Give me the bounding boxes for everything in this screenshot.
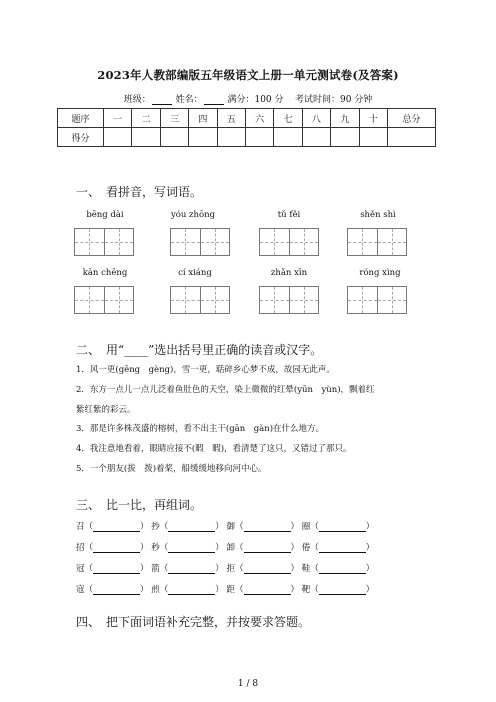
score-table-header xyxy=(58,109,436,128)
score-cell[interactable] xyxy=(302,128,330,147)
score-table-row xyxy=(58,128,436,147)
exam-time-label: 考试时间：90 分钟 xyxy=(294,95,373,105)
row-label-cell: 得分 xyxy=(58,128,104,147)
answer-blank[interactable] xyxy=(319,565,366,574)
header-cell: 七 xyxy=(274,109,302,128)
pinyin-label: shěn shì xyxy=(360,210,396,220)
compare-char: 靶 xyxy=(301,585,311,595)
class-blank xyxy=(152,95,172,105)
answer-blank[interactable] xyxy=(93,565,140,574)
compare-row: 冠（ ） 箭（ ） 拒（ ） 鞋（ ） xyxy=(76,564,375,574)
compare-char: 秒 xyxy=(151,543,160,553)
answer-blank[interactable] xyxy=(168,523,215,532)
compare-char: 卸 xyxy=(226,543,235,553)
header-cell: 总分 xyxy=(388,109,436,128)
header-cell: 八 xyxy=(302,109,330,128)
header-cell: 九 xyxy=(331,109,359,128)
answer-blank[interactable] xyxy=(244,565,291,574)
section-4-heading: 四、 把下面词语补充完整，并按要求答题。 xyxy=(76,615,311,629)
compare-char: 招 xyxy=(76,543,85,553)
pinyin-label: tǔ fěi xyxy=(277,210,301,220)
pinyin-label: róng xìng xyxy=(359,268,401,278)
compare-row: 寇（ ） 煎（ ） 距（ ） 靶（ ） xyxy=(76,585,375,595)
score-cell[interactable] xyxy=(160,128,188,147)
compare-char: 召 xyxy=(76,522,85,532)
score-cell[interactable] xyxy=(359,128,387,147)
class-label: 班级： xyxy=(123,95,151,105)
name-blank xyxy=(204,95,224,105)
writing-grid[interactable] xyxy=(170,286,230,314)
answer-blank[interactable] xyxy=(168,586,215,595)
compare-char: 倦 xyxy=(301,543,311,553)
compare-char: 圈 xyxy=(301,522,311,532)
score-cell[interactable] xyxy=(104,128,132,147)
answer-blank[interactable] xyxy=(319,544,366,553)
compare-char: 鞋 xyxy=(301,564,311,574)
header-cell: 题序 xyxy=(58,109,104,128)
section-3-heading: 三、 比一比，再组词。 xyxy=(76,498,203,512)
page-title: 2023年人教部编版五年级语文上册一单元测试卷(及答案) xyxy=(97,68,399,82)
page-number: 1 / 8 xyxy=(237,679,259,689)
score-cell[interactable] xyxy=(245,128,273,147)
answer-blank[interactable] xyxy=(319,586,366,595)
answer-blank[interactable] xyxy=(244,523,291,532)
answer-blank[interactable] xyxy=(168,565,215,574)
score-cell[interactable] xyxy=(217,128,245,147)
compare-row: 招（ ） 秒（ ） 卸（ ） 倦（ ） xyxy=(76,543,375,553)
score-cell[interactable] xyxy=(132,128,160,147)
writing-grid[interactable] xyxy=(74,286,134,314)
answer-blank[interactable] xyxy=(168,544,215,553)
section-2-heading: 二、 用“____”选出括号里正确的读音或汉字。 xyxy=(76,343,323,357)
question-5: 5．一个朋友(拔 拨)着桨，船缓缓地移向河中心。 xyxy=(76,464,267,474)
section-1-heading: 一、 看拼音，写词语。 xyxy=(76,185,203,199)
writing-grid[interactable] xyxy=(347,286,407,314)
answer-blank[interactable] xyxy=(244,544,291,553)
score-cell[interactable] xyxy=(189,128,217,147)
writing-grid[interactable] xyxy=(347,228,407,256)
name-label: 姓名： xyxy=(175,95,203,105)
compare-char: 拒 xyxy=(226,564,235,574)
full-score-label: 满分：100 分 xyxy=(227,95,284,105)
answer-blank[interactable] xyxy=(93,544,140,553)
compare-char: 御 xyxy=(226,522,235,532)
writing-grid[interactable] xyxy=(259,286,319,314)
question-1: 1．风一更(gēng gèng)，雪一更，聒碎乡心梦不成，故园无此声。 xyxy=(76,365,335,375)
header-cell: 四 xyxy=(189,109,217,128)
compare-char: 箭 xyxy=(151,564,160,574)
answer-blank[interactable] xyxy=(319,523,366,532)
header-cell: 六 xyxy=(245,109,273,128)
writing-grid[interactable] xyxy=(74,228,134,256)
header-cell: 三 xyxy=(160,109,188,128)
compare-char: 距 xyxy=(226,585,235,595)
student-info-line xyxy=(0,92,496,105)
question-2-continued: 紫红紫的彩云。 xyxy=(76,405,136,415)
compare-char: 煎 xyxy=(151,585,160,595)
compare-char: 冠 xyxy=(76,564,85,574)
answer-blank[interactable] xyxy=(244,586,291,595)
score-table xyxy=(57,108,436,147)
question-3: 3．那是许多株茂盛的榕树，看不出主干(gān gàn)在什么地方。 xyxy=(76,424,325,434)
header-cell: 二 xyxy=(132,109,160,128)
score-cell[interactable] xyxy=(388,128,436,147)
question-2: 2．东方一点儿一点儿泛着鱼肚色的天空，染上微微的红晕(yūn yùn)，飘着红 xyxy=(76,385,375,395)
score-cell[interactable] xyxy=(331,128,359,147)
writing-grid[interactable] xyxy=(170,228,230,256)
pinyin-label: kān chēng xyxy=(82,268,128,278)
header-cell: 十 xyxy=(359,109,387,128)
writing-grid[interactable] xyxy=(259,228,319,256)
pinyin-label: zhǎn xīn xyxy=(270,268,308,278)
compare-char: 抄 xyxy=(151,522,160,532)
header-cell: 五 xyxy=(217,109,245,128)
compare-row: 召（ ） 抄（ ） 御（ ） 圈（ ） xyxy=(76,522,375,532)
question-4: 4．我注意地看着，眼睛应接不(暇 暇)，看清楚了这只，又错过了那只。 xyxy=(76,444,352,454)
header-cell: 一 xyxy=(104,109,132,128)
score-cell[interactable] xyxy=(274,128,302,147)
pinyin-label: cí xiáng xyxy=(178,268,212,278)
pinyin-label: yóu zhōng xyxy=(170,210,216,220)
answer-blank[interactable] xyxy=(93,523,140,532)
answer-blank[interactable] xyxy=(93,586,140,595)
compare-char: 寇 xyxy=(76,585,85,595)
pinyin-label: bēng dài xyxy=(86,210,124,220)
